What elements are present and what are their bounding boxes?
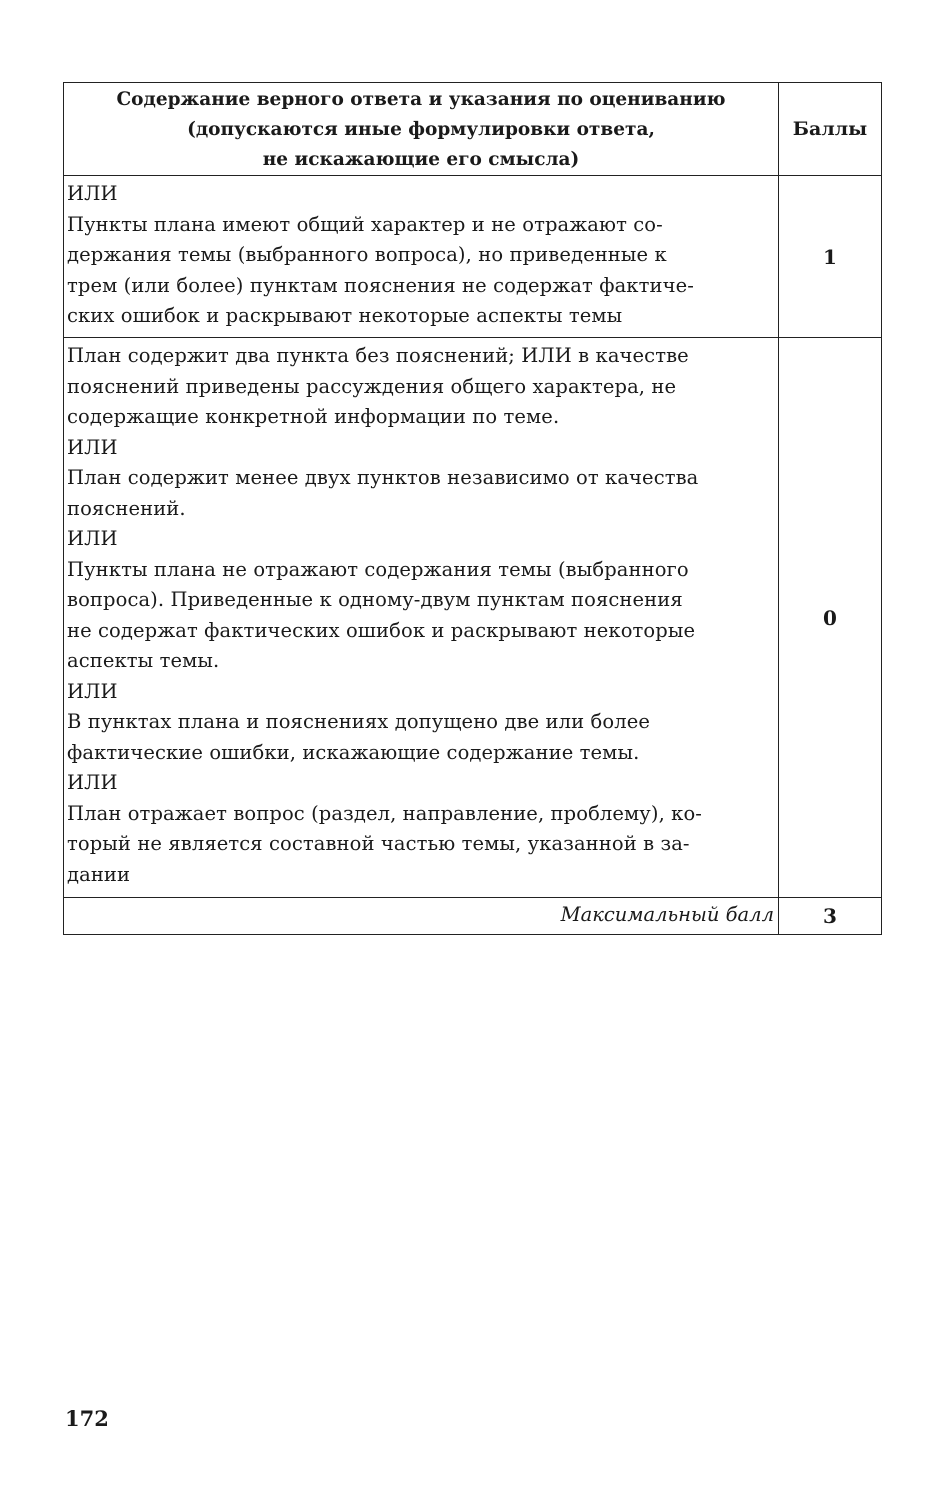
max-score-label: Максимальный балл [64,898,779,935]
table-footer-row [64,898,882,935]
criteria-line: пояснений приведены рассуждения общего характера, не [67,374,677,398]
score-cell: 0 [779,338,882,898]
criteria-line: ИЛИ [67,182,118,205]
criteria-line: торый не является составной частью темы, указанной в за- [67,832,690,855]
header-line: Содержание верного ответа и указания по оцениванию [116,89,726,110]
criteria-line: фактические ошибки, искажающие содержание темы. [67,740,640,764]
criteria-line: План содержит два пункта без пояснений; ИЛИ в качестве [67,344,689,367]
header-score-cell: Баллы [779,83,882,176]
criteria-line: пояснений. [67,496,186,520]
criteria-line: вопроса). Приведенные к одному-двум пунктам пояснения [67,588,683,611]
criteria-line: дании [67,862,131,886]
criteria-line: ИЛИ [67,771,118,794]
criteria-line: ИЛИ [67,527,118,550]
header-line: не искажающие его смысла) [262,149,580,170]
criteria-line: Пункты плана не отражают содержания темы (выбранного [67,557,689,581]
criteria-line: План содержит менее двух пунктов независимо от качества [67,466,699,489]
grading-table [63,82,882,935]
criteria-line: Пункты плана имеют общий характер и не отражают со- [67,212,663,236]
criteria-cell [64,176,779,338]
criteria-line: не содержат фактических ошибок и раскрывают некоторые [67,618,696,642]
criteria-line: В пунктах плана и пояснениях допущено две или более [67,710,650,733]
table-header-row [64,83,882,176]
header-line: (допускаются иные формулировки ответа, [187,119,655,140]
table-row [64,338,882,898]
criteria-line: содержащие конкретной информации по теме. [67,405,560,428]
criteria-line: ских ошибок и раскрывают некоторые аспекты темы [67,304,623,327]
criteria-line: ИЛИ [67,679,118,703]
table-row [64,176,882,338]
page-number: 172 [65,1406,109,1431]
criteria-line: держания темы (выбранного вопроса), но приведенные к [67,243,667,266]
criteria-line: План отражает вопрос (раздел, направление, проблему), ко- [67,801,702,825]
header-content-cell [64,83,779,176]
criteria-cell [64,338,779,898]
criteria-line: аспекты темы. [67,649,220,672]
score-cell: 1 [779,176,882,338]
max-score-value: 3 [779,898,882,935]
criteria-line: ИЛИ [67,435,118,459]
criteria-line: трем (или более) пунктам пояснения не содержат фактиче- [67,273,694,297]
